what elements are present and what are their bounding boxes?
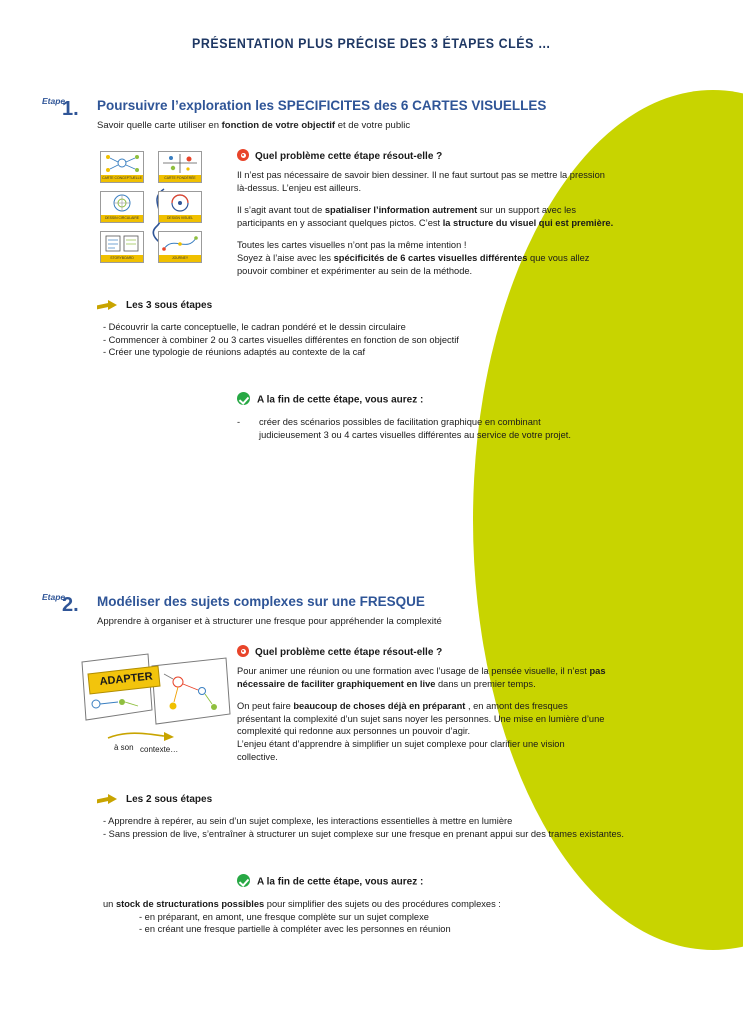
mini-card-2 xyxy=(158,151,202,183)
outcome-body-1 xyxy=(237,416,597,441)
step-subtitle-1-part1: Savoir quelle carte utiliser en xyxy=(97,120,222,131)
mini-card-3-caption: DESSIN CIRCULAIRE xyxy=(101,215,143,222)
step-subtitle-1 xyxy=(97,120,410,131)
substep-item: - Sans pression de live, s’entraîner à structurer un sujet complexe sur une fresque en prenant appui sur des trames existantes. xyxy=(103,828,624,839)
arrow-right-icon xyxy=(97,298,119,310)
weighted-quadrant-icon xyxy=(159,152,201,175)
substep-item: - Créer une typologie de réunions adaptés au contexte de la caf xyxy=(103,347,366,358)
mini-card-5-caption: STORYBOARD xyxy=(101,255,143,262)
step-number-1: 1. xyxy=(62,98,79,120)
outcome-bullet: - en préparant, en amont, une fresque complète sur un sujet complexe xyxy=(139,911,429,922)
outcome-text-1: créer des scénarios possibles de facilitation graphique en combinant judicieusement 3 ou 4 cartes visuelles différentes au service de votre projet. xyxy=(259,417,571,440)
mini-card-6-caption: JOURNEY xyxy=(159,255,201,262)
substeps-heading-1 xyxy=(97,298,212,311)
step-title-1: Poursuivre l’exploration les SPECIFICITES des 6 CARTES VISUELLES xyxy=(97,98,547,113)
outcome-dash-1: - xyxy=(237,417,241,427)
step-subtitle-2-part1: Apprendre à organiser et à structurer une fresque pour appréhender la complexité xyxy=(97,616,442,627)
arrow-right-icon xyxy=(97,792,119,804)
outcome-heading-1 xyxy=(237,392,423,406)
svg-text:ADAPTER: ADAPTER xyxy=(99,670,154,688)
substeps-heading-2 xyxy=(97,792,212,805)
step-subtitle-2 xyxy=(97,616,442,627)
step-badge-2 xyxy=(42,592,90,622)
target-icon xyxy=(237,645,249,657)
mini-card-6 xyxy=(158,231,202,263)
mini-card-2-caption: CARTE PONDÉRÉE xyxy=(159,175,201,182)
page-title: PRÉSENTATION PLUS PRÉCISE DES 3 ÉTAPES CLÉS … xyxy=(192,36,551,51)
substep-item: - Découvrir la carte conceptuelle, le cadran pondéré et le dessin circulaire xyxy=(103,322,406,332)
mini-card-1-caption: CARTE CONCEPTUELLE xyxy=(102,176,142,180)
substeps-heading-text-1: Les 3 sous étapes xyxy=(126,300,213,311)
mini-card-4 xyxy=(158,191,202,223)
problem-body-1 xyxy=(237,169,614,277)
problem-paragraph-1-2: Il s’agit avant tout de spatialiser l’information autrement sur un support avec les participants en y associant quelques pictos. C’est la structure du visuel qui est première. xyxy=(237,205,614,228)
design-visual-icon xyxy=(159,192,201,215)
problem-paragraph-2-1: Pour animer une réunion ou une formation avec l’usage de la pensée visuelle, il n’est pas nécessaire de faciliter graphiquement en live dans un premier temps. xyxy=(237,666,606,689)
problem-paragraph-1-3: Toutes les cartes visuelles n’ont pas la même intention ! Soyez à l’aise avec les spécificités de 6 cartes visuelles différentes que vous allez pouvoir combiner et expérimenter au sein de la méthode. xyxy=(237,240,590,276)
fresque-sketch-icon xyxy=(78,644,238,764)
problem-heading-1 xyxy=(237,149,442,162)
problem-heading-text-1: Quel problème cette étape résout-elle ? xyxy=(255,151,443,162)
substep-item: - Commencer à combiner 2 ou 3 cartes visuelles différentes en fonction de son objectif xyxy=(103,334,459,345)
outcome-heading-2 xyxy=(237,874,423,888)
journey-icon xyxy=(159,232,201,255)
problem-paragraph-1-3-line1: Toutes les cartes visuelles n’ont pas la même intention ! xyxy=(237,240,467,251)
step-badge-1 xyxy=(42,96,90,126)
check-circle-icon xyxy=(237,392,250,405)
problem-paragraph-2-2: On peut faire beaucoup de choses déjà en préparant , en amont des fresques présentant la complexité d’un sujet sans noyer les personnes. Une mise en lumière d’une complexité qui redonne aux personnes un pouvoir d’agir. L’enjeu étant d’apprendre à simplifier un sujet complexe pour clarifier une vision collective. xyxy=(237,701,605,762)
problem-paragraph-2-3: L’enjeu étant d’apprendre à simplifier un sujet complexe pour clarifier une vision collective. xyxy=(237,738,565,762)
problem-heading-text-2: Quel problème cette étape résout-elle ? xyxy=(255,647,443,658)
circular-drawing-icon xyxy=(101,192,143,215)
concept-map-icon xyxy=(101,152,143,175)
svg-text:à son: à son xyxy=(114,743,134,752)
outcome-lead-2 xyxy=(103,898,643,911)
storyboard-icon xyxy=(101,232,143,255)
step-subtitle-1-bold: fonction de votre objectif xyxy=(221,120,336,131)
problem-body-2 xyxy=(237,665,607,763)
step-title-2: Modéliser des sujets complexes sur une FRESQUE xyxy=(97,594,425,609)
six-visual-cards-illustration xyxy=(96,151,221,271)
svg-text:contexte…: contexte… xyxy=(140,745,179,754)
outcome-heading-text-2: A la fin de cette étape, vous aurez : xyxy=(257,876,424,888)
mini-card-3 xyxy=(100,191,144,223)
fresque-adapter-illustration xyxy=(78,644,238,764)
step-subtitle-1-part2: et de votre public xyxy=(335,120,411,131)
outcome-lead-2-b: pour simplifier des sujets ou des procédures complexes : xyxy=(264,899,501,909)
mini-card-4-caption: DESIGN VISUEL xyxy=(159,215,201,222)
problem-heading-2 xyxy=(237,645,442,658)
outcome-lead-2-a: un xyxy=(103,899,116,909)
outcome-body-2 xyxy=(103,898,643,936)
outcome-heading-text-1: A la fin de cette étape, vous aurez : xyxy=(257,394,424,406)
step-badge-word-1: Etape xyxy=(42,96,66,106)
mini-card-5 xyxy=(100,231,144,263)
step-number-2: 2. xyxy=(62,594,79,616)
outcome-bullet: - en créant une fresque partielle à compléter avec les personnes en réunion xyxy=(139,924,451,935)
problem-paragraph-1-1: Il n’est pas nécessaire de savoir bien dessiner. Il ne faut surtout pas se mettre la pression là-dessus. L’enjeu est ailleurs. xyxy=(237,170,605,193)
target-icon xyxy=(237,149,249,161)
step-badge-word-2: Etape xyxy=(42,592,66,602)
check-circle-icon xyxy=(237,874,250,887)
outcome-lead-2-bold: stock de structurations possibles xyxy=(115,899,265,909)
substeps-list-2 xyxy=(103,815,638,840)
substeps-heading-text-2: Les 2 sous étapes xyxy=(126,794,213,805)
mini-card-1 xyxy=(100,151,144,183)
substep-item: - Apprendre à repérer, au sein d’un sujet complexe, les interactions essentielles à mettre en lumière xyxy=(103,816,513,826)
substeps-list-1 xyxy=(103,321,623,359)
